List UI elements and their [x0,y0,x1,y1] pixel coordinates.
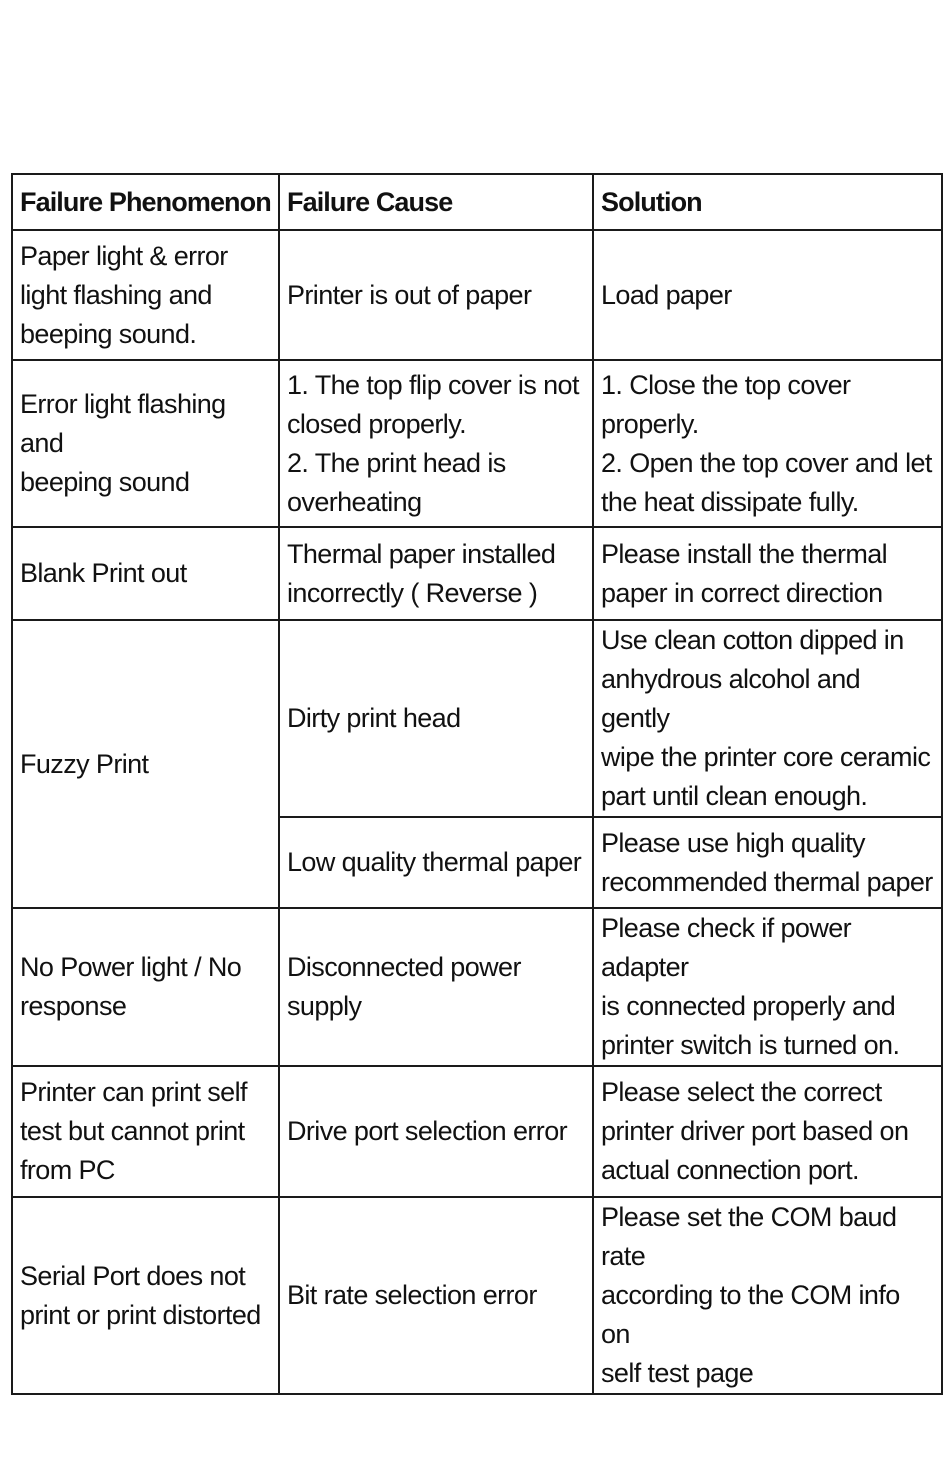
cause-cell: Printer is out of paper [279,230,593,360]
table-row [12,620,942,817]
table-row [12,230,942,360]
solution-cell: Please install the thermal paper in correct direction [593,527,942,620]
solution-cell: Please set the COM baud rate according to the COM info on self test page [593,1197,942,1394]
solution-cell: Use clean cotton dipped in anhydrous alcohol and gently wipe the printer core ceramic part until clean enough. [593,620,942,817]
cause-cell: Dirty print head [279,620,593,817]
phenomenon-cell: Fuzzy Print [12,620,279,908]
phenomenon-cell: Blank Print out [12,527,279,620]
table-row [12,360,942,527]
table-header-row [12,174,942,230]
solution-cell: 1. Close the top cover properly. 2. Open the top cover and let the heat dissipate fully. [593,360,942,527]
table-row [12,1066,942,1197]
phenomenon-cell: No Power light / No response [12,908,279,1066]
phenomenon-cell: Error light flashing and beeping sound [12,360,279,527]
table-row [12,1197,942,1394]
solution-cell: Please check if power adapter is connected properly and printer switch is turned on. [593,908,942,1066]
cause-cell: 1. The top flip cover is not closed properly. 2. The print head is overheating [279,360,593,527]
table-row [12,527,942,620]
cause-cell: Drive port selection error [279,1066,593,1197]
phenomenon-cell: Paper light & error light flashing and beeping sound. [12,230,279,360]
header-failure-cause: Failure Cause [279,174,593,230]
header-failure-phenomenon: Failure Phenomenon [12,174,279,230]
cause-cell: Thermal paper installed incorrectly ( Reverse ) [279,527,593,620]
header-solution: Solution [593,174,942,230]
troubleshooting-table-container [11,173,941,1395]
solution-cell: Please use high quality recommended thermal paper [593,817,942,908]
troubleshooting-table [11,173,943,1395]
cause-cell: Disconnected power supply [279,908,593,1066]
phenomenon-cell: Serial Port does not print or print distorted [12,1197,279,1394]
solution-cell: Please select the correct printer driver port based on actual connection port. [593,1066,942,1197]
cause-cell: Low quality thermal paper [279,817,593,908]
cause-cell: Bit rate selection error [279,1197,593,1394]
phenomenon-cell: Printer can print self test but cannot print from PC [12,1066,279,1197]
table-row [12,908,942,1066]
solution-cell: Load paper [593,230,942,360]
